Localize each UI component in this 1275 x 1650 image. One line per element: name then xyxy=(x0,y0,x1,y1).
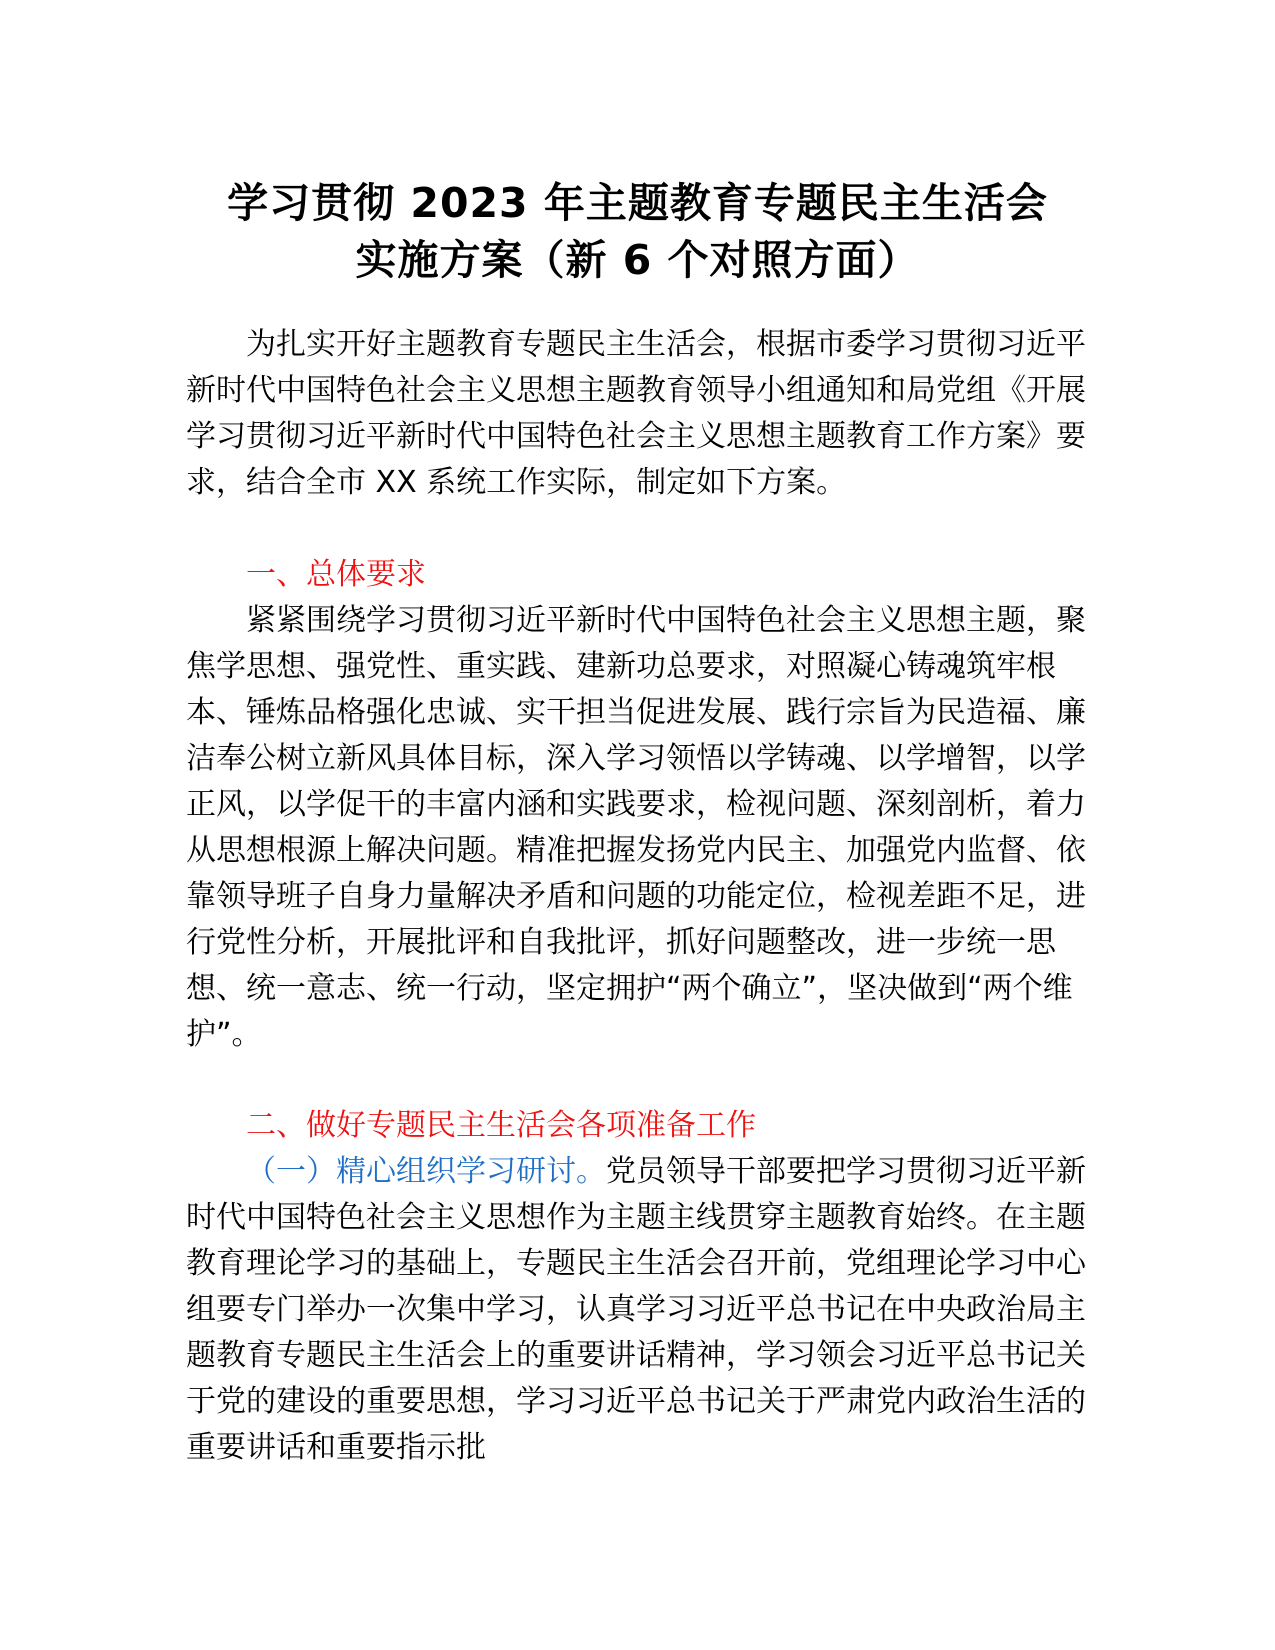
subsection-1-heading: （一）精心组织学习研讨。 xyxy=(246,1154,606,1189)
document-title-line-2: 实施方案（新 6 个对照方面） xyxy=(355,236,920,284)
section-2-heading: 二、做好专题民主生活会各项准备工作 xyxy=(246,1108,756,1143)
subsection-1-text: 党员领导干部要把学习贯彻习近平新时代中国特色社会主义思想作为主题主线贯穿主题教育始终。在主题教育理论学习的基础上，专题民主生活会召开前，党组理论学习中心组要专门举办一次集中学习，认真学习习近平总书记在中央政治局主题教育专题民主生活会上的重要讲话精神，学习领会习近平总书记关于党的建设的重要思想，学习习近平总书记关于严肃党内政治生活的重要讲话和重要指示批 xyxy=(186,1154,1086,1465)
section-2-paragraph xyxy=(186,1149,1106,1471)
document-title-line-1: 学习贯彻 2023 年主题教育专题民主生活会 xyxy=(227,179,1048,227)
intro-paragraph: 为扎实开好主题教育专题民主生活会，根据市委学习贯彻习近平新时代中国特色社会主义思想主题教育领导小组通知和局党组《开展学习贯彻习近平新时代中国特色社会主义思想主题教育工作方案》要求，结合全市 XX 系统工作实际，制定如下方案。 xyxy=(186,327,1086,500)
section-1-paragraph: 紧紧围绕学习贯彻习近平新时代中国特色社会主义思想主题，聚焦学思想、强党性、重实践、建新功总要求，对照凝心铸魂筑牢根本、锤炼品格强化忠诚、实干担当促进发展、践行宗旨为民造福、廉洁奉公树立新风具体目标，深入学习领悟以学铸魂、以学增智，以学正风，以学促干的丰富内涵和实践要求，检视问题、深刻剖析，着力从思想根源上解决问题。精准把握发扬党内民主、加强党内监督、依靠领导班子自身力量解决矛盾和问题的功能定位，检视差距不足，进行党性分析，开展批评和自我批评，抓好问题整改，进一步统一思想、统一意志、统一行动，坚定拥护“两个确立”，坚决做到“两个维护”。 xyxy=(186,603,1086,1052)
section-1-heading: 一、总体要求 xyxy=(246,557,426,592)
